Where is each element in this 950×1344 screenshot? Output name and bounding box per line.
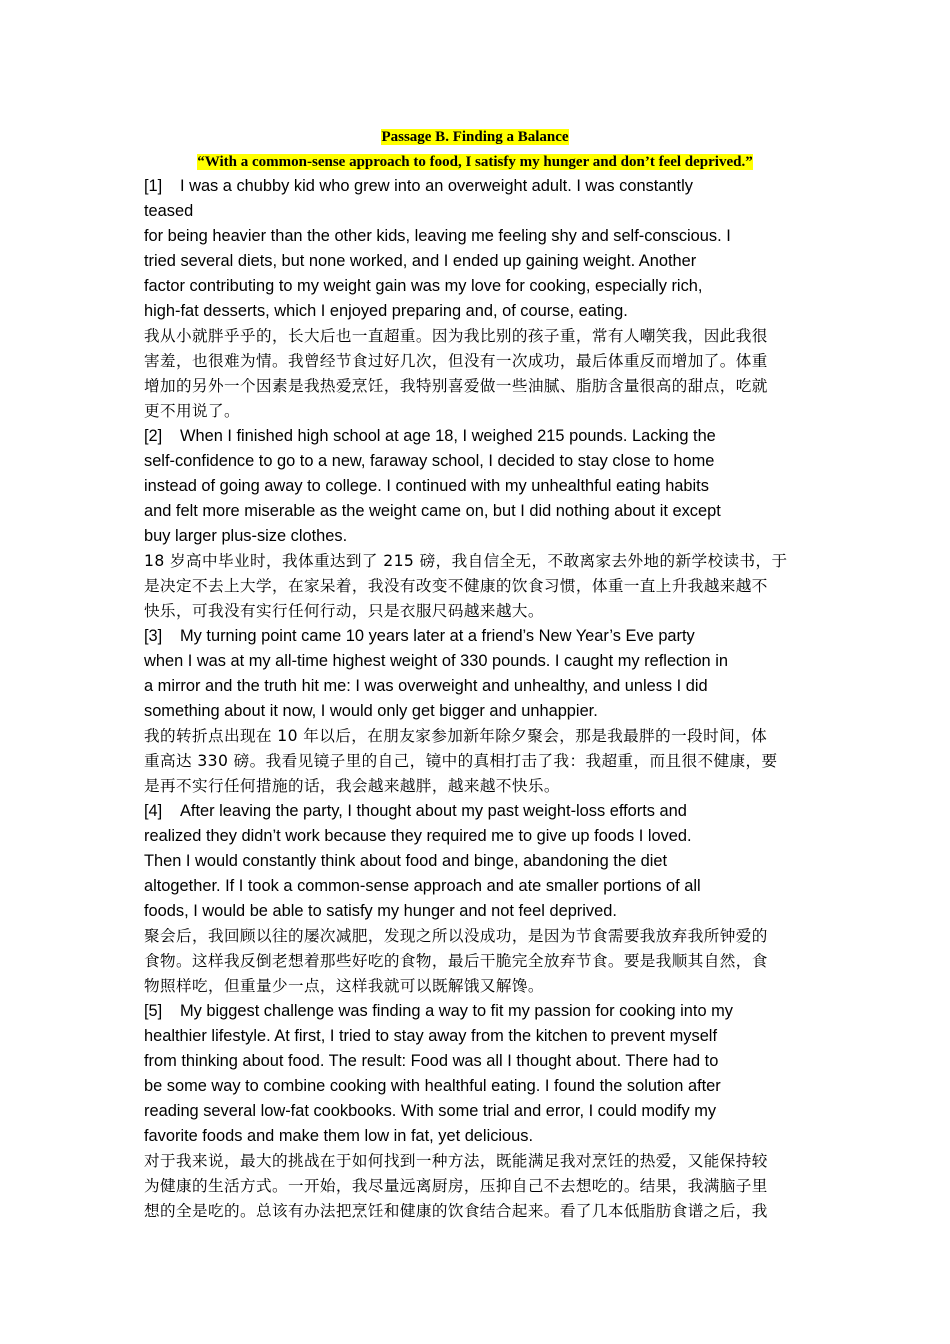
translation-line: 对于我来说，最大的挑战在于如何找到一种方法，既能满足我对烹饪的热爱，又能保持较 [144,1152,768,1170]
document-page [144,124,806,1224]
text-line: from thinking about food. The result: Food was all I thought about. There had to [144,1052,719,1070]
paragraph-5-en [144,999,806,1024]
text-line: instead of going away to college. I continued with my unhealthful eating habits [144,477,709,495]
passage-subtitle: “With a common-sense approach to food, I satisfy my hunger and don’t feel deprived.” [197,154,753,170]
translation-line: 快乐，可我没有实行任何行动，只是衣服尺码越来越大。 [144,602,544,620]
text-line: buy larger plus-size clothes. [144,527,348,545]
text-line: factor contributing to my weight gain was my love for cooking, especially rich, [144,277,703,295]
text-line: high-fat desserts, which I enjoyed preparing and, of course, eating. [144,302,628,320]
paragraph-number: [2] [144,427,163,445]
translation-line: 是决定不去上大学，在家呆着，我没有改变不健康的饮食习惯，体重一直上升我越来越不 [144,577,768,595]
text-line: When I finished high school at age 18, I weighed 215 pounds. Lacking the [180,427,716,445]
text-line: My turning point came 10 years later at a friend’s New Year’s Eve party [180,627,695,645]
text-line: favorite foods and make them low in fat, yet delicious. [144,1127,534,1145]
text-line: healthier lifestyle. At first, I tried to stay away from the kitchen to prevent myself [144,1027,717,1045]
translation-line: 聚会后，我回顾以往的屡次减肥，发现之所以没成功，是因为节食需要我放弃我所钟爱的 [144,927,768,945]
passage-title: Passage B. Finding a Balance [381,129,569,145]
text-line: My biggest challenge was finding a way to fit my passion for cooking into my [180,1002,733,1020]
translation-line: 食物。这样我反倒老想着那些好吃的食物，最后干脆完全放弃节食。要是我顺其自然，食 [144,952,768,970]
passage-title-line [144,124,806,149]
translation-line: 增加的另外一个因素是我热爱烹饪，我特别喜爱做一些油腻、脂肪含量很高的甜点，吃就 [144,377,768,395]
text-line: tried several diets, but none worked, and I ended up gaining weight. Another [144,252,697,270]
translation-line: 重高达 330 磅。我看见镜子里的自己，镜中的真相打击了我：我超重，而且很不健康，要 [144,752,778,770]
passage-body [144,174,806,1224]
paragraph-3-en [144,624,806,649]
paragraph-number: [4] [144,802,163,820]
translation-line: 18 岁高中毕业时，我体重达到了 215 磅，我自信全无，不敢离家去外地的新学校读书，于 [144,552,788,570]
text-line: realized they didn’t work because they required me to give up foods I loved. [144,827,692,845]
paragraph-4-en [144,799,806,824]
paragraph-1 [144,174,806,424]
paragraph-number: [5] [144,1002,163,1020]
translation-line: 更不用说了。 [144,402,240,420]
paragraph-5 [144,999,806,1224]
translation-line: 物照样吃，但重量少一点，这样我就可以既解饿又解馋。 [144,977,544,995]
translation-line: 想的全是吃的。总该有办法把烹饪和健康的饮食结合起来。看了几本低脂肪食谱之后，我 [144,1202,768,1220]
text-line: I was a chubby kid who grew into an overweight adult. I was constantly [180,177,693,195]
text-line: Then I would constantly think about food and binge, abandoning the diet [144,852,668,870]
text-line: self-confidence to go to a new, faraway school, I decided to stay close to home [144,452,715,470]
paragraph-3 [144,624,806,799]
text-line: a mirror and the truth hit me: I was overweight and unhealthy, and unless I did [144,677,708,695]
text-line: and felt more miserable as the weight came on, but I did nothing about it except [144,502,721,520]
translation-line: 我从小就胖乎乎的，长大后也一直超重。因为我比别的孩子重，常有人嘲笑我，因此我很 [144,327,768,345]
text-line: be some way to combine cooking with healthful eating. I found the solution after [144,1077,721,1095]
text-line: foods, I would be able to satisfy my hunger and not feel deprived. [144,902,617,920]
paragraph-2-en [144,424,806,449]
translation-line: 是再不实行任何措施的话，我会越来越胖，越来越不快乐。 [144,777,560,795]
text-line: After leaving the party, I thought about my past weight-loss efforts and [180,802,687,820]
translation-line: 害羞，也很难为情。我曾经节食过好几次，但没有一次成功，最后体重反而增加了。体重 [144,352,768,370]
paragraph-1-en [144,174,806,199]
paragraph-number: [1] [144,177,163,195]
paragraph-4 [144,799,806,999]
text-line: when I was at my all-time highest weight of 330 pounds. I caught my reflection in [144,652,728,670]
paragraph-number: [3] [144,627,163,645]
translation-line: 我的转折点出现在 10 年以后，在朋友家参加新年除夕聚会，那是我最胖的一段时间，体 [144,727,768,745]
text-line: altogether. If I took a common-sense approach and ate smaller portions of all [144,877,701,895]
text-line: something about it now, I would only get bigger and unhappier. [144,702,598,720]
text-line: reading several low-fat cookbooks. With some trial and error, I could modify my [144,1102,717,1120]
paragraph-2 [144,424,806,624]
text-line: for being heavier than the other kids, leaving me feeling shy and self-conscious. I [144,227,731,245]
passage-subtitle-line [144,149,806,174]
translation-line: 为健康的生活方式。一开始，我尽量远离厨房，压抑自己不去想吃的。结果，我满脑子里 [144,1177,768,1195]
text-line: teased [144,202,194,220]
